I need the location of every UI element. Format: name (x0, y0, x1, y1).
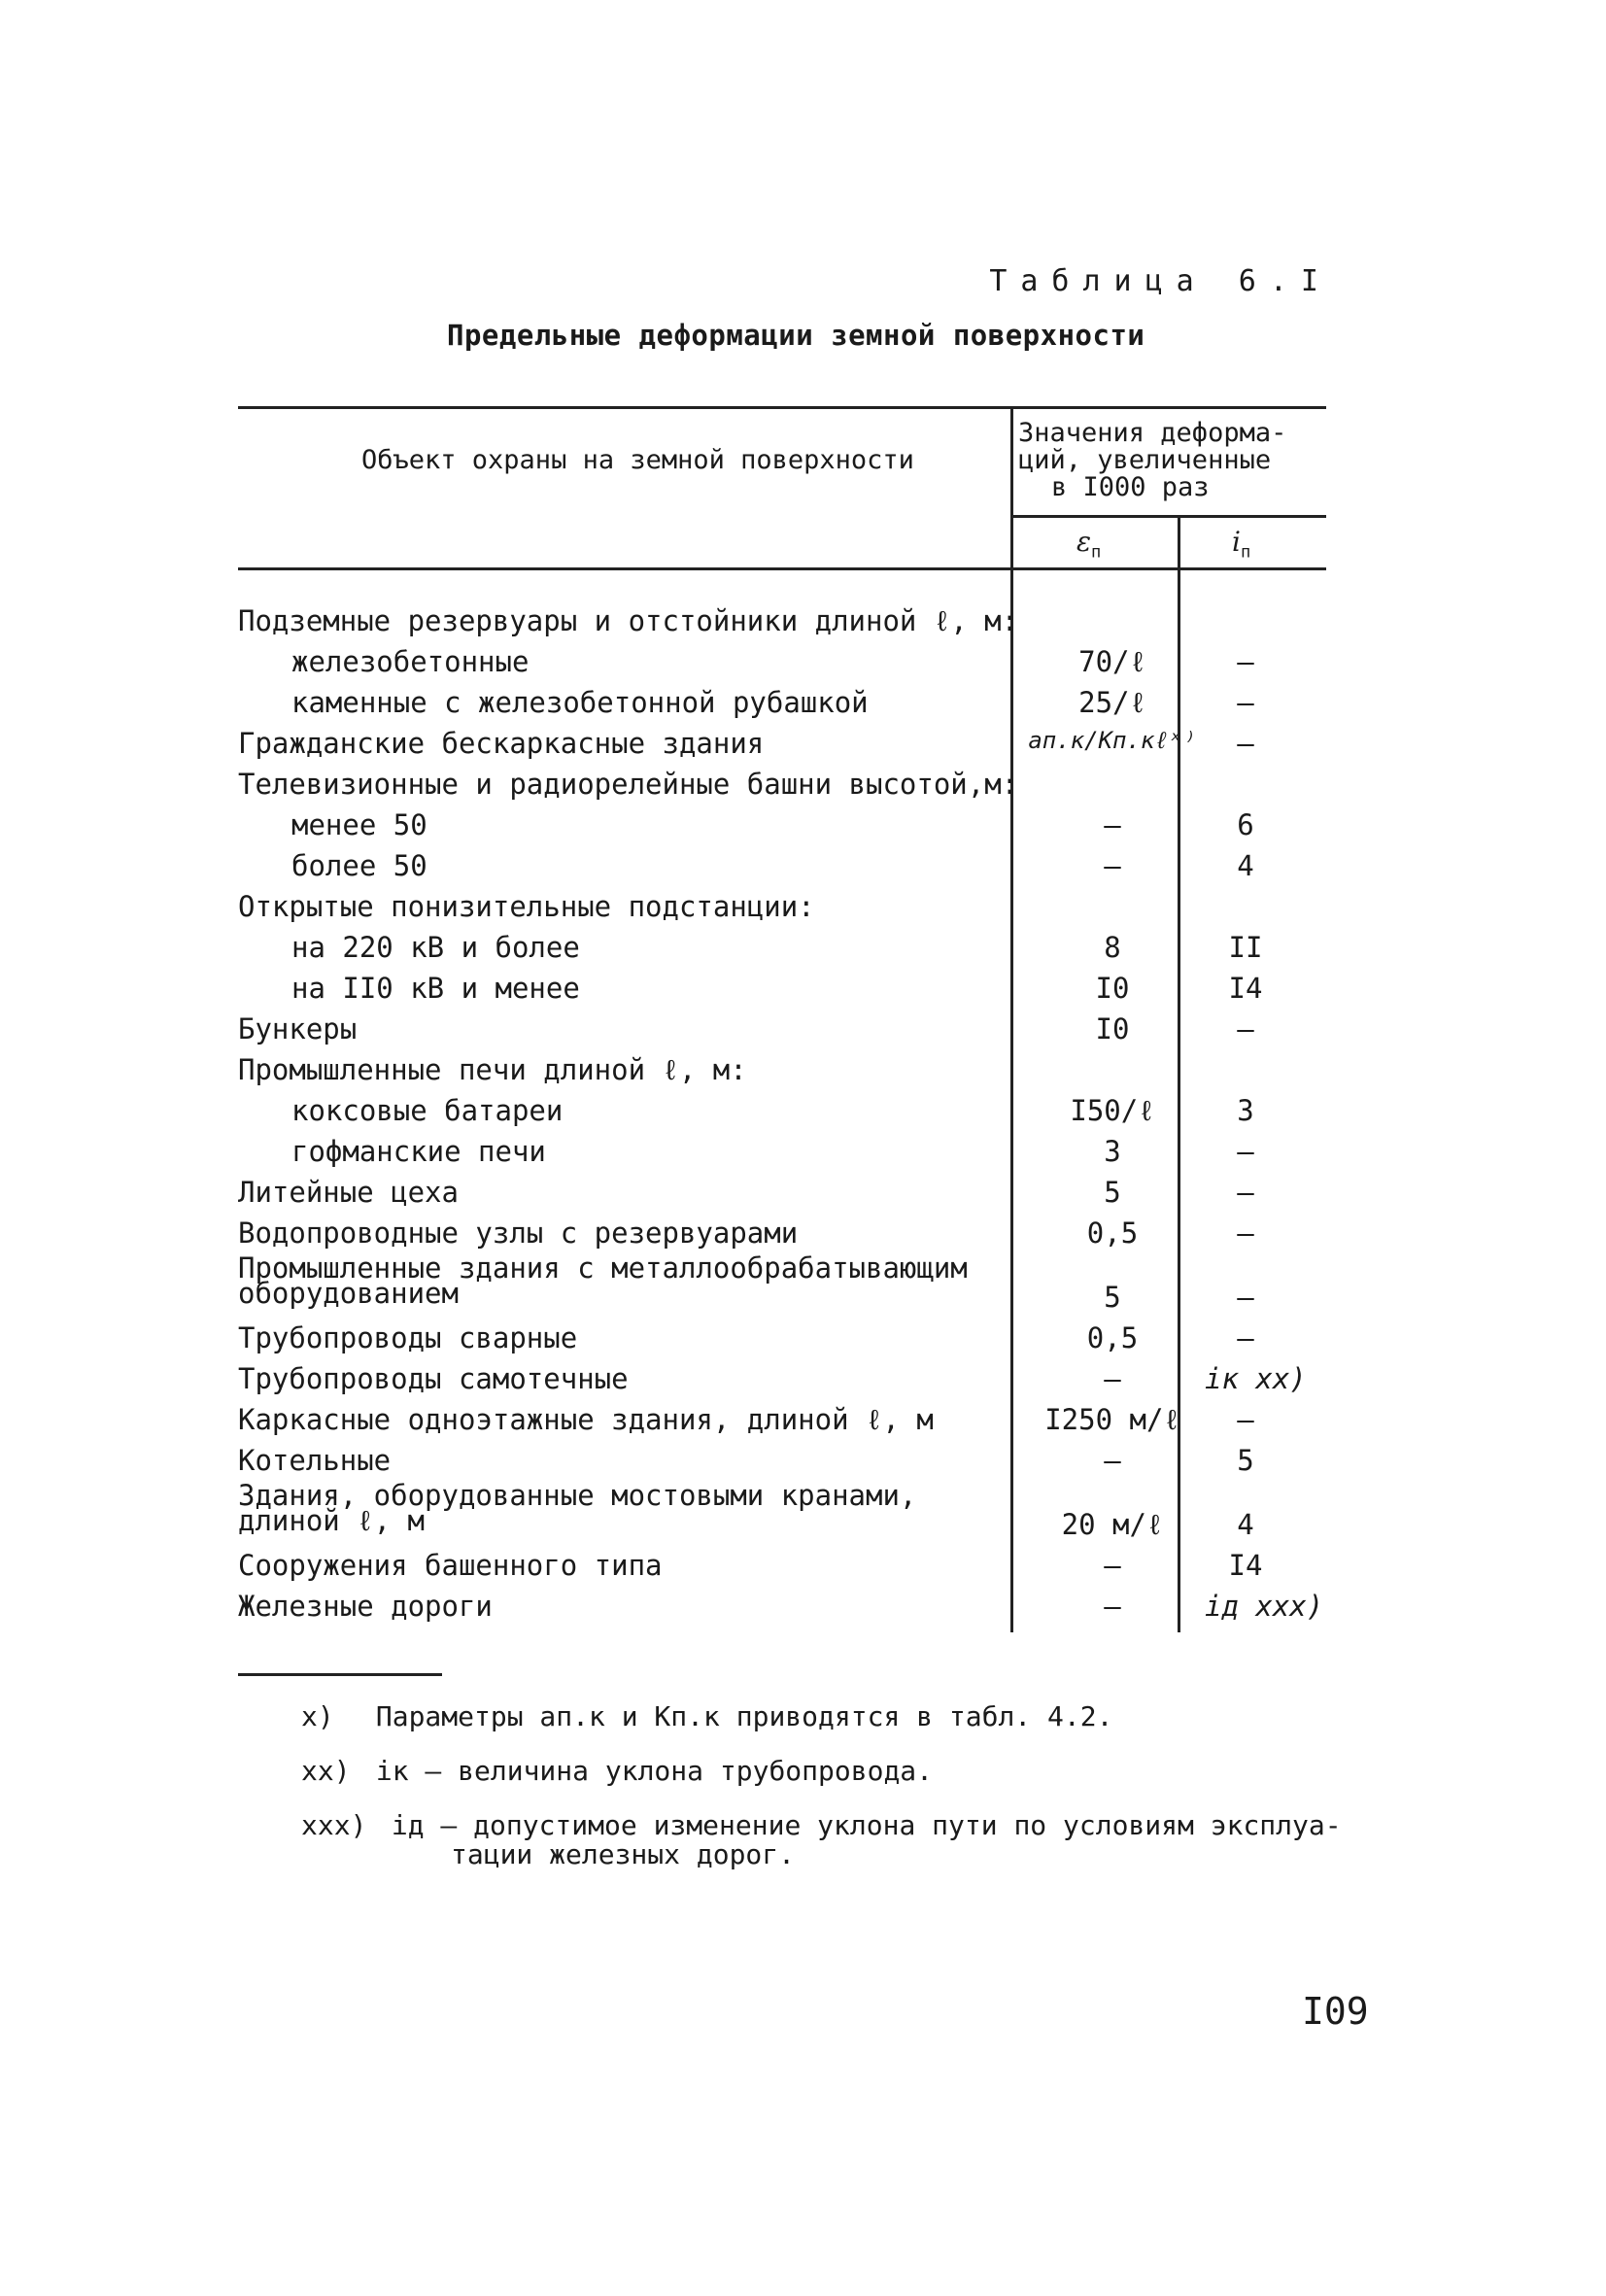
row-label: Железные дороги (238, 1590, 493, 1623)
row-label: Бункеры (238, 1012, 358, 1045)
row-eps: I50/ℓ (1070, 1094, 1155, 1127)
row-i: – (1237, 727, 1254, 760)
row-eps: 0,5 (1086, 1217, 1139, 1250)
row-eps: – (1104, 808, 1121, 841)
table-row (0, 1403, 1606, 1442)
row-i: – (1237, 645, 1254, 678)
table-row (0, 727, 1606, 766)
table-row (0, 1362, 1606, 1401)
row-eps: 8 (1104, 931, 1121, 964)
row-label: Промышленные здания с металлообрабатывающим (238, 1251, 968, 1285)
row-eps: I0 (1095, 1012, 1130, 1045)
table-row (0, 849, 1606, 888)
row-i: 5 (1237, 1444, 1254, 1477)
row-i: iк xx) (1205, 1362, 1307, 1395)
table-row (0, 890, 1606, 929)
row-label: Котельные (238, 1444, 392, 1477)
row-eps: I0 (1095, 972, 1130, 1005)
table-row (0, 645, 1606, 684)
row-eps: 5 (1104, 1176, 1121, 1209)
table-row (0, 931, 1606, 970)
row-i: I4 (1228, 972, 1263, 1005)
row-i: – (1237, 1403, 1254, 1436)
row-label: Гражданские бескаркасные здания (238, 727, 765, 760)
table-label: Таблица 6.I (989, 264, 1332, 298)
header-values-group-line3: в I000 раз (1051, 472, 1210, 502)
footnote-separator (238, 1673, 442, 1676)
row-eps: 20 м/ℓ (1061, 1508, 1164, 1541)
table-top-rule (238, 406, 1326, 409)
row-label: на II0 кВ и менее (291, 972, 580, 1005)
table-row (0, 1053, 1606, 1092)
row-i: II (1228, 931, 1263, 964)
row-label: Подземные резервуары и отстойники длиной ℓ, м: (238, 604, 1019, 637)
row-label: Водопроводные узлы с резервуарами (238, 1217, 799, 1250)
row-i: 6 (1237, 808, 1254, 841)
row-i: – (1237, 1321, 1254, 1354)
row-eps: 0,5 (1086, 1321, 1139, 1354)
row-eps: – (1104, 849, 1121, 882)
row-label: Трубопроводы сварные (238, 1321, 578, 1354)
header-i-column: $i_п$ (1232, 526, 1251, 563)
row-eps: 70/ℓ (1078, 645, 1146, 678)
row-label: Здания, оборудованные мостовыми кранами, (238, 1479, 917, 1512)
row-i: 4 (1237, 1508, 1254, 1541)
row-label: Трубопроводы самотечные (238, 1362, 629, 1395)
row-eps: – (1104, 1444, 1121, 1477)
table-subheader-rule (1010, 515, 1326, 518)
row-eps: I250 м/ℓ (1044, 1403, 1180, 1436)
footnote-3 (301, 1809, 1342, 1841)
footnote-mark: xxx) (301, 1809, 367, 1841)
row-label: каменные с железобетонной рубашкой (291, 686, 869, 719)
table-row (0, 972, 1606, 1011)
table-row (0, 1251, 1606, 1314)
row-eps: – (1104, 1362, 1121, 1395)
row-i: – (1237, 1012, 1254, 1045)
table-header-bottom-rule (238, 567, 1326, 570)
header-eps-column: $\varepsilon_п$ (1076, 526, 1102, 563)
table-row (0, 1590, 1606, 1628)
table-row (0, 768, 1606, 806)
row-label: Каркасные одноэтажные здания, длиной ℓ, м (238, 1403, 934, 1436)
row-i: iд xxx) (1205, 1590, 1324, 1623)
footnote-text: Параметры aп.к и Kп.к приводятся в табл. 4.2. (375, 1700, 1113, 1732)
row-label: гофманские печи (291, 1135, 546, 1168)
footnote-text: iк – величина уклона трубопровода. (375, 1755, 934, 1787)
row-eps: 25/ℓ (1078, 686, 1146, 719)
table-row (0, 1217, 1606, 1255)
row-eps: – (1104, 1590, 1121, 1623)
table-row (0, 604, 1606, 643)
row-eps: 5 (1104, 1281, 1121, 1314)
page-number: I09 (1302, 1990, 1369, 2033)
row-label: более 50 (291, 849, 427, 882)
row-i: 3 (1237, 1094, 1254, 1127)
header-values-group-line1: Значения деформа- (1018, 418, 1287, 448)
footnote-2 (301, 1755, 933, 1787)
footnote-1 (301, 1700, 1112, 1732)
row-i: – (1237, 1135, 1254, 1168)
row-i: – (1237, 1281, 1254, 1314)
table-row (0, 686, 1606, 725)
table-row (0, 1321, 1606, 1360)
table-row (0, 1135, 1606, 1174)
row-i: I4 (1228, 1549, 1263, 1582)
row-label: менее 50 (291, 808, 427, 841)
row-label: Открытые понизительные подстанции: (238, 890, 815, 923)
row-eps: 3 (1104, 1135, 1121, 1168)
header-values-group-line2: ций, увеличенные (1018, 445, 1272, 475)
table-row (0, 1479, 1606, 1541)
footnote-text: iд – допустимое изменение уклона пути по условиям эксплуа- (391, 1809, 1342, 1841)
footnote-mark: x) (301, 1700, 334, 1732)
header-object-column: Объект охраны на земной поверхности (361, 445, 914, 475)
footnote-mark: xx) (301, 1755, 351, 1787)
row-label: Литейные цеха (238, 1176, 459, 1209)
row-label: железобетонные (291, 645, 530, 678)
table-row (0, 1444, 1606, 1483)
row-label: Сооружения башенного типа (238, 1549, 663, 1582)
table-title: Предельные деформации земной поверхности (447, 319, 1145, 352)
table-row (0, 1176, 1606, 1215)
table-row (0, 808, 1606, 847)
row-label-continued: длиной ℓ, м (238, 1504, 425, 1537)
table-row (0, 1012, 1606, 1051)
table-row (0, 1549, 1606, 1588)
row-label: Телевизионные и радиорелейные башни высотой,м: (238, 768, 1019, 801)
row-i: 4 (1237, 849, 1254, 882)
row-eps: aп.к/Kп.кℓˣ⁾ (1028, 727, 1197, 754)
table-row (0, 1094, 1606, 1133)
row-label: Промышленные печи длиной ℓ, м: (238, 1053, 747, 1086)
footnote-3-continued: тации железных дорог. (451, 1838, 796, 1870)
row-label: на 220 кВ и более (291, 931, 580, 964)
row-i: – (1237, 1176, 1254, 1209)
row-label: коксовые батареи (291, 1094, 564, 1127)
row-label-continued: оборудованием (238, 1277, 459, 1310)
row-eps: – (1104, 1549, 1121, 1582)
row-i: – (1237, 686, 1254, 719)
row-i: – (1237, 1217, 1254, 1250)
